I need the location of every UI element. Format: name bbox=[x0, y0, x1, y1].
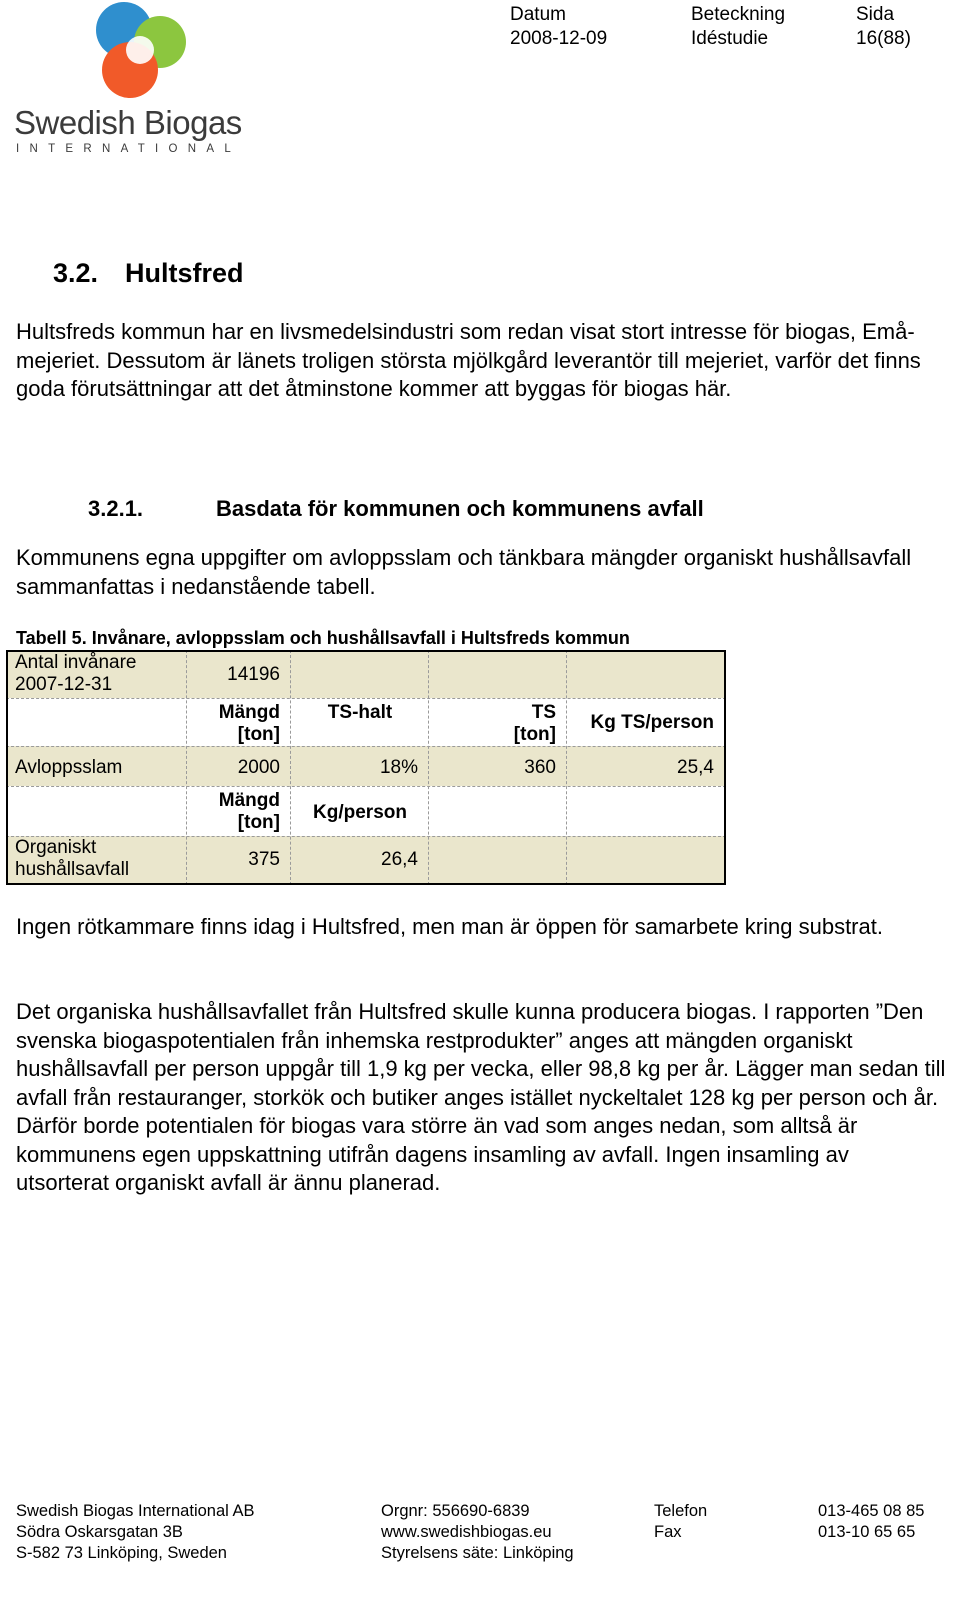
footer-fax-label: Fax bbox=[654, 1523, 682, 1541]
footer-city: S-582 73 Linköping, Sweden bbox=[16, 1544, 227, 1562]
sida-label: Sida bbox=[856, 4, 895, 25]
footer-website[interactable]: www.swedishbiogas.eu bbox=[381, 1523, 552, 1541]
sida-value: 16(88) bbox=[856, 28, 911, 49]
data-table bbox=[6, 650, 726, 885]
table-caption: Tabell 5. Invånare, avloppsslam och hushållsavfall i Hultsfreds kommun bbox=[16, 628, 630, 648]
subsection-number: 3.2.1. bbox=[88, 496, 144, 521]
avloppsslam-mangd: 2000 bbox=[237, 757, 280, 778]
header2-kgperson: Kg/person bbox=[313, 802, 407, 823]
section-heading bbox=[53, 258, 244, 289]
beteckning-label: Beteckning bbox=[691, 4, 786, 25]
beteckning-value: Idéstudie bbox=[691, 28, 769, 49]
header-kgts: Kg TS/person bbox=[590, 712, 714, 733]
footer-org bbox=[381, 1501, 574, 1564]
logo-subtitle: INTERNATIONAL bbox=[16, 143, 242, 155]
footer-street: Södra Oskarsgatan 3B bbox=[16, 1523, 183, 1541]
footer-fax-value: 013-10 65 65 bbox=[818, 1523, 916, 1541]
footer-tel-value: 013-465 08 85 bbox=[818, 1502, 925, 1520]
invanare-label: Antal invånare 2007-12-31 bbox=[15, 652, 137, 695]
avloppsslam-ts: 360 bbox=[524, 757, 556, 778]
footer-seat: Styrelsens säte: Linköping bbox=[381, 1544, 574, 1562]
footer-contact-labels bbox=[654, 1501, 707, 1543]
organiskt-label: Organiskt hushållsavfall bbox=[15, 837, 130, 880]
footer-address bbox=[16, 1501, 255, 1564]
paragraph-rotkammare: Ingen rötkammare finns idag i Hultsfred, men man är öppen för samarbete kring substrat. bbox=[16, 914, 883, 939]
sida-block bbox=[856, 3, 911, 51]
section-title: Hultsfred bbox=[125, 258, 244, 288]
beteckning-block bbox=[691, 3, 785, 51]
avloppsslam-kgts: 25,4 bbox=[677, 757, 714, 778]
datum-value: 2008-12-09 bbox=[510, 28, 608, 49]
organiskt-mangd: 375 bbox=[248, 849, 280, 870]
footer-orgnr: Orgnr: 556690-6839 bbox=[381, 1502, 530, 1520]
datum-label: Datum bbox=[510, 4, 566, 25]
footer-company: Swedish Biogas International AB bbox=[16, 1502, 255, 1520]
paragraph-hushallsavfall: Det organiska hushållsavfallet från Hultsfred skulle kunna producera biogas. I rapporten ”Den svenska biogaspotentialen från inhemska restprodukter” anges att mängden organiskt hushållsavfall per person uppgår till 1,9 kg per vecka, eller 98,8 kg per år. Lägger man sedan till avfall från restauranger, storkök och butiker anges istället nyckeltalet 128 kg per person och år. Därför borde potentialen för biogas vara större än vad som anges nedan, som alltså är kommunens egen uppskattning utifrån dagens insamling av avfall. Ingen insamling av utsorterat organiskt avfall är ännu planerad. bbox=[16, 999, 946, 1195]
header-mangd: Mängd [ton] bbox=[218, 702, 280, 745]
avloppsslam-label: Avloppsslam bbox=[15, 757, 123, 778]
avloppsslam-tshalt: 18% bbox=[379, 757, 418, 778]
header-tshalt: TS-halt bbox=[327, 702, 393, 723]
datum-block bbox=[510, 3, 607, 51]
footer-tel-label: Telefon bbox=[654, 1502, 708, 1520]
intro-paragraph: Hultsfreds kommun har en livsmedelsindustri som redan visat stort intresse för biogas, Emå-mejeriet. Dessutom är länets troligen största mjölkgård leverantör till mejeriet, varför det finns goda förutsättningar att det åtminstone kommer att byggas för biogas här. bbox=[16, 319, 921, 401]
footer-contact-values bbox=[818, 1501, 924, 1543]
subsection-title: Basdata för kommunen och kommunens avfall bbox=[216, 496, 704, 521]
header-ts: TS [ton] bbox=[513, 702, 556, 745]
subsection-heading bbox=[88, 496, 704, 522]
organiskt-kgperson: 26,4 bbox=[381, 849, 418, 870]
logo-name: Swedish Biogas bbox=[14, 104, 242, 141]
invanare-value: 14196 bbox=[227, 664, 280, 685]
section-number: 3.2. bbox=[53, 258, 99, 288]
header2-mangd: Mängd [ton] bbox=[218, 790, 280, 833]
subsection-paragraph: Kommunens egna uppgifter om avloppsslam och tänkbara mängder organiskt hushållsavfall sammanfattas i nedanstående tabell. bbox=[16, 545, 912, 599]
